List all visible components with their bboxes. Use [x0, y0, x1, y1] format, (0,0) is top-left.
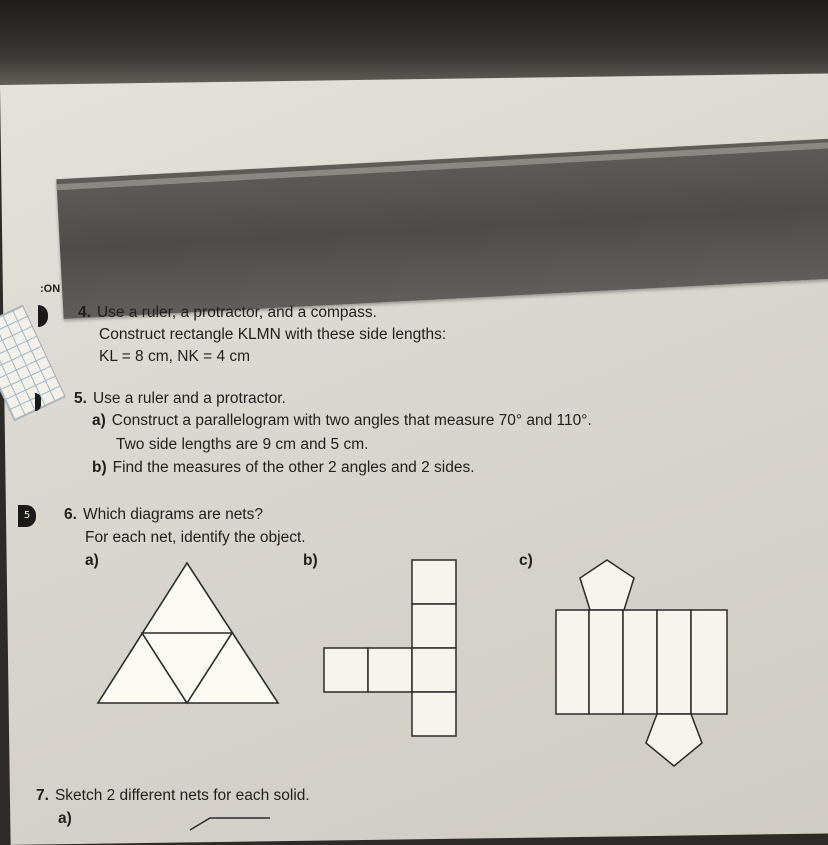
net-c-face [657, 610, 691, 714]
question-number: 6. [64, 506, 77, 523]
margin-badge: 5 [18, 505, 36, 527]
question-7a-solid-sketch [185, 812, 285, 832]
net-a-triangle-diagram [90, 555, 280, 715]
net-a-label: a) [85, 552, 99, 569]
net-c-face [556, 610, 589, 714]
question-6-line-1: 6. Which diagrams are nets? [64, 506, 263, 523]
net-b-square [368, 648, 412, 692]
part-label: b) [92, 459, 107, 476]
net-b-square [324, 648, 368, 692]
question-5a-line-2: Two side lengths are 9 cm and 5 cm. [116, 436, 369, 453]
section-label: :ON [40, 283, 61, 295]
net-c-face [691, 610, 727, 714]
question-number: 5. [74, 390, 87, 407]
net-c-prism-diagram [552, 558, 742, 768]
net-b-square [412, 692, 456, 736]
question-number: 7. [36, 787, 49, 804]
question-4-line-3: KL = 8 cm, NK = 4 cm [99, 348, 251, 365]
net-b-square [412, 648, 456, 692]
question-5a-line-1: a) Construct a parallelogram with two angles that measure 70° and 110°. [92, 412, 592, 429]
net-b-square [412, 604, 456, 648]
question-4-line-2: Construct rectangle KLMN with these side lengths: [99, 326, 447, 343]
net-b-label: b) [303, 552, 318, 569]
net-b-squares-diagram [320, 558, 465, 748]
question-number: 4. [78, 304, 91, 321]
net-c-top-pentagon [580, 560, 634, 610]
question-5b-line-1: b) Find the measures of the other 2 angles and 2 sides. [92, 459, 475, 476]
question-6-line-2: For each net, identify the object. [85, 529, 306, 546]
question-4-line-1: 4. Use a ruler, a protractor, and a compass. [78, 304, 377, 321]
net-c-face [589, 610, 623, 714]
net-c-face [623, 610, 657, 714]
net-c-label: c) [519, 552, 533, 569]
net-c-bottom-pentagon [646, 714, 702, 766]
question-7a-label: a) [58, 810, 72, 827]
part-label: a) [92, 412, 106, 429]
question-5-line-1: 5. Use a ruler and a protractor. [74, 390, 286, 407]
net-b-square [412, 560, 456, 604]
question-7-line-1: 7. Sketch 2 different nets for each solid. [36, 787, 310, 804]
